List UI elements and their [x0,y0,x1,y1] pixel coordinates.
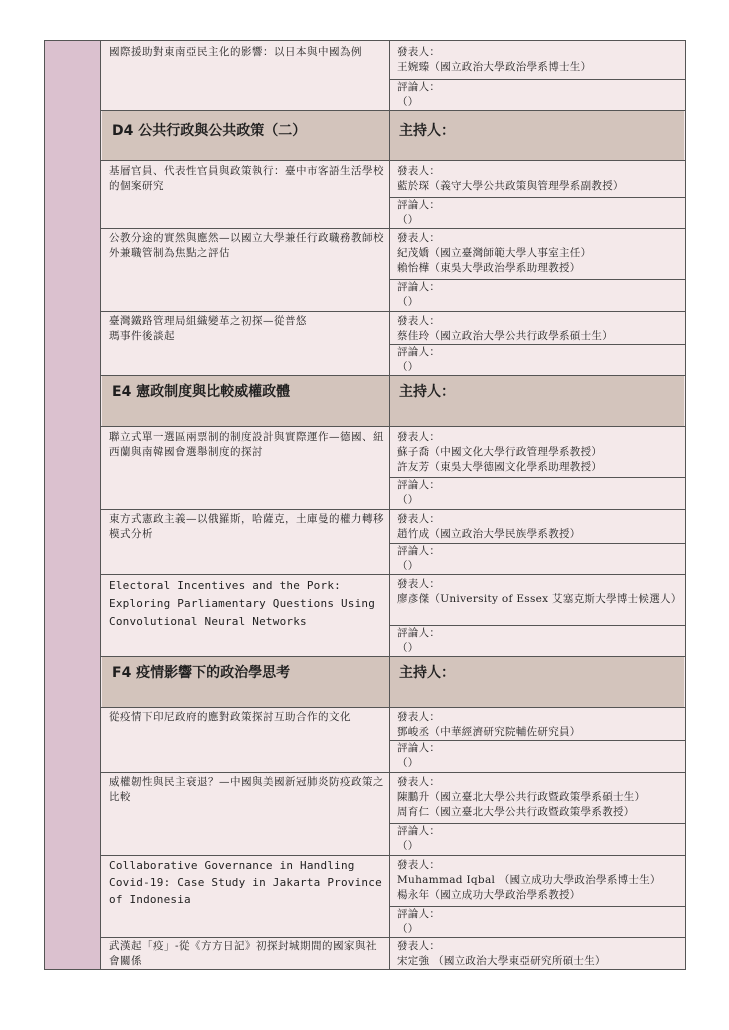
presenter-cell [397,314,685,344]
discussant-label: 評論人： [397,742,441,754]
discussant-cell [397,345,685,375]
discussant-label: 評論人： [397,281,441,293]
section-title: E4 憲政制度與比較威權政體 [112,384,291,400]
discussant-name: （） [397,214,419,226]
discussant-name: （） [397,923,419,935]
discussant-cell [397,478,685,508]
paper-title: Collaborative Governance in Handling Covid-19: Case Study in Jakarta Province of Indonesia [109,859,382,906]
session-time-column [45,41,101,969]
paper-title: 國際援助對東南亞民主化的影響：以日本與中國為例 [109,46,362,58]
row-line [101,311,685,312]
presenter-cell [397,430,685,475]
presenter-name: 周育仁（國立臺北大學公共行政暨政策學系教授） [397,806,635,818]
row-line [101,937,685,938]
paper-title: 聯立式單一選區兩票制的制度設計與實際運作—德國、紐西蘭與南韓國會選舉制度的探討 [109,431,384,458]
presenter-cell [397,775,685,820]
section-host: 主持人： [399,384,455,400]
discussant-cell [397,907,685,937]
row-line [101,855,685,856]
section-header-d4 [102,111,684,160]
presenter-cell [397,45,685,75]
discussant-name: （） [397,494,419,506]
paper-title: 武漢起「疫」-從《方方日記》初探封城期間的國家與社會關係 [109,940,378,967]
row-line [101,509,685,510]
discussant-cell [397,741,685,771]
discussant-cell [397,80,685,110]
presenter-cell [397,577,685,607]
discussant-label: 評論人： [397,479,441,491]
section-host: 主持人： [399,123,455,139]
discussant-cell [397,198,685,228]
presenter-name: 蔡佳玲（國立政治大學公共行政學系碩士生） [397,330,613,342]
presenter-cell [397,231,685,276]
discussant-label: 評論人： [397,908,441,920]
discussant-name: （） [397,296,419,308]
presenter-label: 發表人： [397,859,441,871]
presenter-cell [397,939,685,969]
presenter-label: 發表人： [397,578,441,590]
discussant-name: （） [397,840,419,852]
section-host: 主持人： [399,665,455,681]
section-header-f4 [102,657,684,707]
presenter-label: 發表人： [397,940,441,952]
presenter-name: Muhammad Iqbal （國立成功大學政治學系博士生） [397,874,661,886]
presenter-name: 陳鵬升（國立臺北大學公共行政暨政策學系碩士生） [397,791,646,803]
presenter-name: 廖彥傑（University of Essex 艾塞克斯大學博士候選人） [397,593,682,605]
presenter-label: 發表人： [397,431,441,443]
paper-title: 東方式憲政主義—以俄羅斯，哈薩克，土庫曼的權力轉移模式分析 [109,513,384,540]
section-title: D4 公共行政與公共政策（二） [112,123,307,139]
row-line [101,426,685,427]
section-header-e4 [102,376,684,426]
row-line [101,707,685,708]
schedule-table [44,40,686,970]
discussant-label: 評論人： [397,346,441,358]
paper-title: 臺灣鐵路管理局組織變革之初探—從普悠瑪事件後談起 [109,315,307,342]
paper-title: 威權韌性與民主衰退？—中國與美國新冠肺炎防疫政策之比較 [109,776,384,803]
presenter-name: 宋定強 （國立政治大學東亞研究所碩士生） [397,955,606,967]
discussant-name: （） [397,642,419,654]
discussant-cell [397,626,685,656]
paper-title: 從疫情下印尼政府的應對政策探討互助合作的文化 [109,711,351,723]
column-divider [389,657,390,707]
column-divider [389,376,390,426]
column-divider [389,111,390,160]
presenter-label: 發表人： [397,315,441,327]
discussant-cell [397,824,685,854]
column-divider [389,41,390,969]
presenter-cell [397,512,685,542]
presenter-name: 鄧峻丞（中華經濟研究院輔佐研究員） [397,726,581,738]
presenter-name: 紀茂嬌（國立臺灣師範大學人事室主任） [397,247,592,259]
presenter-name: 許友芳（東吳大學德國文化學系助理教授） [397,461,603,473]
presenter-cell [397,858,685,903]
presenter-label: 發表人： [397,513,441,525]
discussant-name: （） [397,757,419,769]
presenter-label: 發表人： [397,711,441,723]
discussant-label: 評論人： [397,81,441,93]
paper-title: Electoral Incentives and the Pork: Exploring Parliamentary Questions Using Convolutional Neural Networks [109,579,376,628]
paper-title: 公教分途的實然與應然—以國立大學兼任行政職務教師校外兼職管制為焦點之評估 [109,232,384,259]
paper-title: 基層官員、代表性官員與政策執行：臺中市客語生活學校的個案研究 [109,165,384,192]
presenter-name: 王婉臻（國立政治大學政治學系博士生） [397,61,592,73]
presenter-label: 發表人： [397,232,441,244]
presenter-name: 賴怡樺（東吳大學政治學系助理教授） [397,262,581,274]
row-line [101,574,685,575]
row-line [101,772,685,773]
presenter-name: 趙竹成（國立政治大學民族學系教授） [397,528,581,540]
presenter-label: 發表人： [397,46,441,58]
discussant-label: 評論人： [397,199,441,211]
discussant-name: （） [397,361,419,373]
discussant-name: （） [397,96,419,108]
presenter-label: 發表人： [397,165,441,177]
discussant-cell [397,544,685,574]
discussant-label: 評論人： [397,825,441,837]
presenter-label: 發表人： [397,776,441,788]
presenter-name: 藍於琛（義守大學公共政策與管理學系副教授） [397,180,624,192]
presenter-name: 楊永年（國立成功大學政治學系教授） [397,889,581,901]
row-line [101,160,685,161]
discussant-cell [397,280,685,310]
presenter-cell [397,710,685,740]
row-line [101,228,685,229]
discussant-label: 評論人： [397,627,441,639]
presenter-name: 蘇子喬（中國文化大學行政管理學系教授） [397,446,603,458]
discussant-label: 評論人： [397,545,441,557]
presenter-cell [397,164,685,194]
section-title: F4 疫情影響下的政治學思考 [112,665,291,681]
discussant-name: （） [397,560,419,572]
